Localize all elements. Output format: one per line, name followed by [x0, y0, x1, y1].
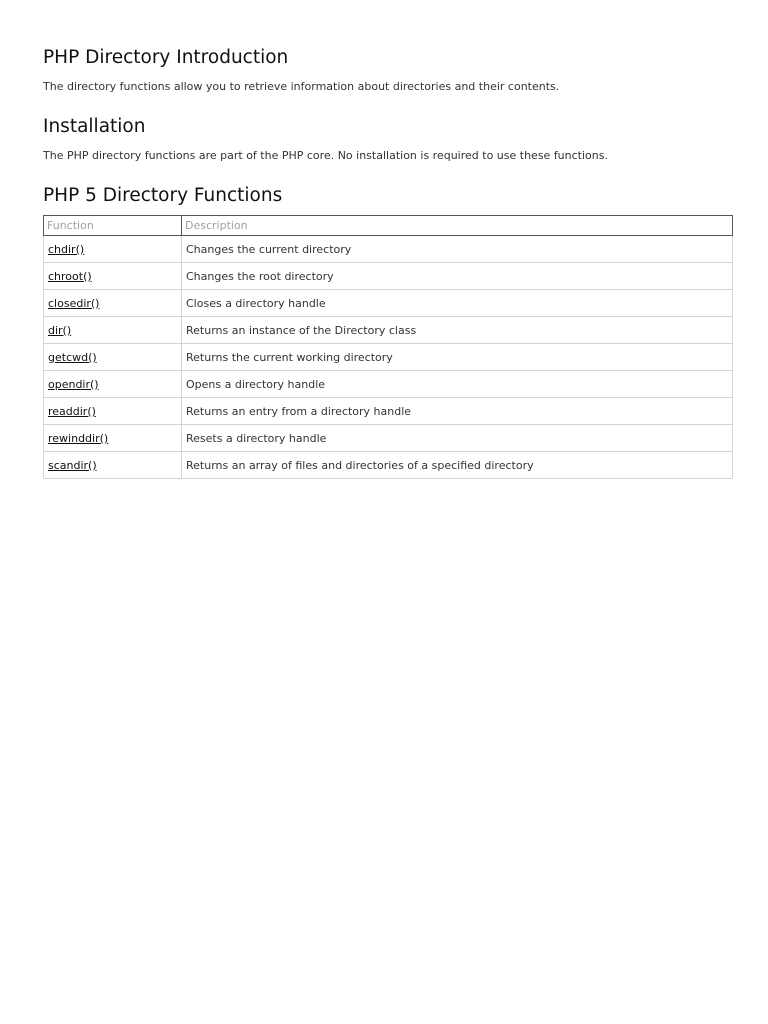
installation-paragraph: The PHP directory functions are part of the PHP core. No installation is required to use these functions.: [43, 149, 608, 162]
function-cell: [44, 425, 182, 452]
table-row: [44, 425, 733, 452]
intro-heading: PHP Directory Introduction: [43, 47, 289, 68]
function-cell: [44, 398, 182, 425]
table-header-row: [44, 216, 733, 236]
column-header-function: Function: [44, 216, 182, 236]
function-cell: [44, 236, 182, 263]
function-link-dir[interactable]: dir(): [48, 323, 72, 337]
function-link-chdir[interactable]: chdir(): [48, 242, 85, 256]
table-row: [44, 317, 733, 344]
column-header-description: Description: [182, 216, 733, 236]
function-link-rewinddir[interactable]: rewinddir(): [48, 431, 109, 445]
table-row: [44, 236, 733, 263]
description-cell: Returns an array of files and directories of a specified directory: [182, 452, 733, 479]
description-cell: Opens a directory handle: [182, 371, 733, 398]
function-link-chroot[interactable]: chroot(): [48, 269, 92, 283]
table-row: [44, 263, 733, 290]
function-cell: [44, 290, 182, 317]
description-cell: Resets a directory handle: [182, 425, 733, 452]
description-cell: Closes a directory handle: [182, 290, 733, 317]
description-cell: Returns an entry from a directory handle: [182, 398, 733, 425]
function-link-closedir[interactable]: closedir(): [48, 296, 100, 310]
function-link-opendir[interactable]: opendir(): [48, 377, 99, 391]
function-cell: [44, 263, 182, 290]
table-row: [44, 290, 733, 317]
intro-paragraph: The directory functions allow you to retrieve information about directories and their contents.: [43, 80, 560, 93]
installation-heading: Installation: [43, 116, 146, 137]
table-row: [44, 371, 733, 398]
function-cell: [44, 452, 182, 479]
table-row: [44, 344, 733, 371]
table-row: [44, 452, 733, 479]
functions-heading: PHP 5 Directory Functions: [43, 185, 283, 206]
table-row: [44, 398, 733, 425]
description-cell: Returns an instance of the Directory class: [182, 317, 733, 344]
description-cell: Changes the root directory: [182, 263, 733, 290]
description-cell: Returns the current working directory: [182, 344, 733, 371]
function-cell: [44, 344, 182, 371]
functions-table: [43, 215, 733, 479]
function-link-scandir[interactable]: scandir(): [48, 458, 97, 472]
function-link-getcwd[interactable]: getcwd(): [48, 350, 97, 364]
function-cell: [44, 371, 182, 398]
description-cell: Changes the current directory: [182, 236, 733, 263]
function-cell: [44, 317, 182, 344]
function-link-readdir[interactable]: readdir(): [48, 404, 96, 418]
